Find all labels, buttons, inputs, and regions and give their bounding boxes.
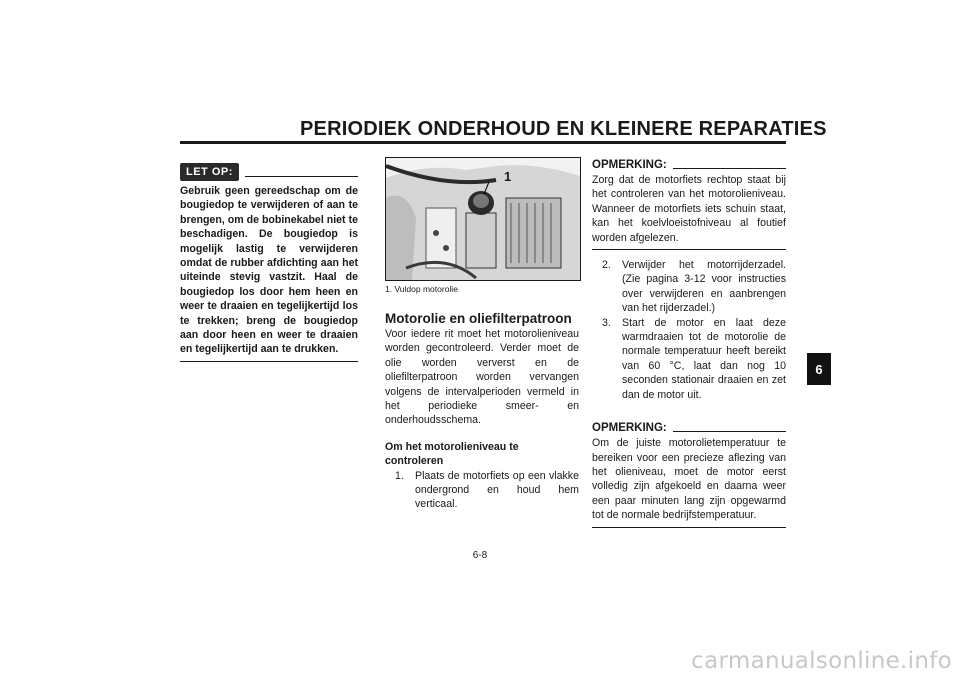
step-text: Start de motor en laat deze warmdraaien tot de motorolie de normale temperatuur heeft bereikt van 60 °C, laat dan nog 10 seconden stationair draaien en zet dan de motor uit. <box>622 316 786 401</box>
page-number: 6-8 <box>472 550 488 561</box>
middle-column <box>385 157 579 512</box>
figure-caption: 1. Vuldop motorolie <box>385 284 458 294</box>
list-item <box>393 469 579 512</box>
list-item <box>600 258 786 316</box>
step-number: 1. <box>395 469 404 482</box>
note-header-rule <box>673 431 786 432</box>
section-title: Motorolie en oliefilterpatroon <box>385 311 572 326</box>
step-text: Plaats de motorfiets op een vlakke ondergrond en houd hem verticaal. <box>415 469 579 511</box>
caution-header <box>180 163 358 181</box>
step-list-2 <box>592 258 786 402</box>
section-subheading: Om het motorolieniveau te controleren <box>385 440 519 468</box>
note-header-1 <box>592 157 786 173</box>
figure-callout: 1 <box>504 169 512 184</box>
note-label: OPMERKING: <box>592 158 667 171</box>
engine-photo-illustration <box>386 158 580 280</box>
list-item <box>600 316 786 402</box>
step-list-1 <box>385 469 579 512</box>
caution-badge: LET OP: <box>180 163 239 181</box>
note-header-rule <box>673 168 786 169</box>
step-number: 3. <box>602 316 611 329</box>
page-title: PERIODIEK ONDERHOUD EN KLEINERE REPARATIES <box>300 118 827 140</box>
note-header-2 <box>592 420 786 436</box>
step-number: 2. <box>602 259 611 272</box>
note-label: OPMERKING: <box>592 421 667 434</box>
section-intro: Voor iedere rit moet het motorolieniveau worden gecontroleerd. Verder moet de olie worden ververst en de oliefilterpatroon worden vervangen volgens de intervalperioden vermeld in het periodieke smeer- en onderhoudsschema. <box>385 328 579 427</box>
caution-text: Gebruik geen gereedschap om de bougiedop te verwijderen of aan te brengen, om de bobinekabel niet te beschadigen. De bougiedop is mogelijk lastig te verwijderen omdat de rubber afdichting aan het uiteinde stevig vastzit. Haal de bougiedop los door hem heen en weer te draaien en tegelijkertijd los te trekken; breng de bougiedop aan door heen en weer te draaien en tegelijkertijd aan te drukken. <box>180 184 358 362</box>
caution-block <box>180 163 358 362</box>
note-text-1: Zorg dat de motorfiets rechtop staat bij het controleren van het motorolieniveau. Wanneer de motorfiets iets schuin staat, kan het koelvloeistofniveau al foutief worden afgelezen. <box>592 173 786 250</box>
engine-photo <box>385 157 581 281</box>
chapter-tab: 6 <box>807 353 831 385</box>
watermark: carmanualsonline.info <box>691 648 952 674</box>
step-text: Verwijder het motorrijderzadel. (Zie pagina 3-12 voor instructies over verwijderen en aanbrengen van het rijderzadel.) <box>622 259 786 315</box>
note-text-2: Om de juiste motorolietemperatuur te bereiken voor een precieze aflezing van het olieniveau, moet de motor eerst volledig zijn afgekoeld en daarna weer een paar minuten lang zijn opgewarmd tot de normale bedrijfstemperatuur. <box>592 436 786 527</box>
caution-header-rule <box>245 176 358 177</box>
right-column <box>592 157 786 528</box>
title-rule <box>180 141 786 144</box>
